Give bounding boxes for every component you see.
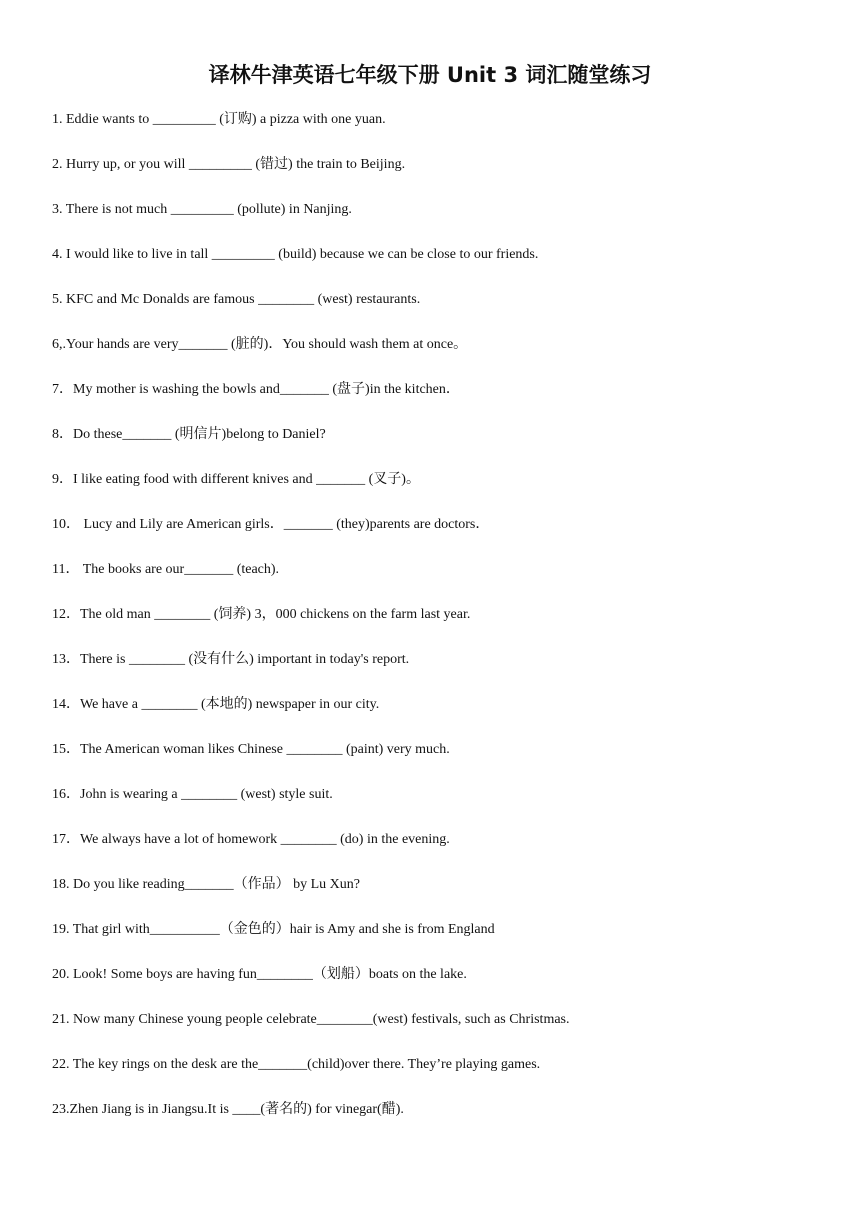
exercise-item-8: 8．Do these_______ (明信片)belong to Daniel? bbox=[52, 427, 326, 442]
exercise-item-12: 12．The old man ________ (饲养) 3，000 chickens on the farm last year. bbox=[52, 607, 471, 622]
exercise-item-23: 23.Zhen Jiang is in Jiangsu.It is ____(著名的) for vinegar(醋). bbox=[52, 1102, 404, 1117]
exercise-item-5: 5. KFC and Mc Donalds are famous ________ (west) restaurants. bbox=[52, 292, 421, 307]
exercise-item-9: 9．I like eating food with different knives and _______ (叉子)。 bbox=[52, 472, 420, 487]
exercise-list bbox=[52, 108, 832, 1143]
exercise-item-17: 17．We always have a lot of homework ________ (do) in the evening. bbox=[52, 832, 450, 847]
exercise-item-21: 21. Now many Chinese young people celebrate________(west) festivals, such as Christmas. bbox=[52, 1012, 570, 1027]
exercise-item-6: 6,.Your hands are very_______ (脏的)．You should wash them at once。 bbox=[52, 337, 468, 352]
exercise-item-3: 3. There is not much _________ (pollute) in Nanjing. bbox=[52, 202, 352, 217]
exercise-item-20: 20. Look! Some boys are having fun________（划船）boats on the lake. bbox=[52, 967, 467, 982]
page-title: 译林牛津英语七年级下册 Unit 3 词汇随堂练习 bbox=[208, 63, 652, 87]
exercise-item-2: 2. Hurry up, or you will _________ (错过) the train to Beijing. bbox=[52, 157, 406, 172]
exercise-item-11: 11． The books are our_______ (teach). bbox=[52, 562, 280, 577]
exercise-item-15: 15．The American woman likes Chinese ________ (paint) very much. bbox=[52, 742, 450, 757]
exercise-item-10: 10． Lucy and Lily are American girls．_______ (they)parents are doctors． bbox=[52, 517, 490, 532]
exercise-item-4: 4. I would like to live in tall _________ (build) because we can be close to our friends. bbox=[52, 247, 539, 262]
exercise-item-19: 19. That girl with__________（金色的）hair is Amy and she is from England bbox=[52, 922, 495, 937]
exercise-item-1: 1. Eddie wants to _________ (订购) a pizza with one yuan. bbox=[52, 112, 386, 127]
exercise-item-14: 14．We have a ________ (本地的) newspaper in our city. bbox=[52, 697, 380, 712]
exercise-item-13: 13．There is ________ (没有什么) important in today's report. bbox=[52, 652, 410, 667]
exercise-item-7: 7．My mother is washing the bowls and_______ (盘子)in the kitchen． bbox=[52, 382, 460, 397]
exercise-item-16: 16．John is wearing a ________ (west) style suit. bbox=[52, 787, 333, 802]
exercise-item-18: 18. Do you like reading_______（作品） by Lu Xun? bbox=[52, 877, 360, 892]
exercise-item-22: 22. The key rings on the desk are the_______(child)over there. They’re playing games. bbox=[52, 1057, 541, 1072]
